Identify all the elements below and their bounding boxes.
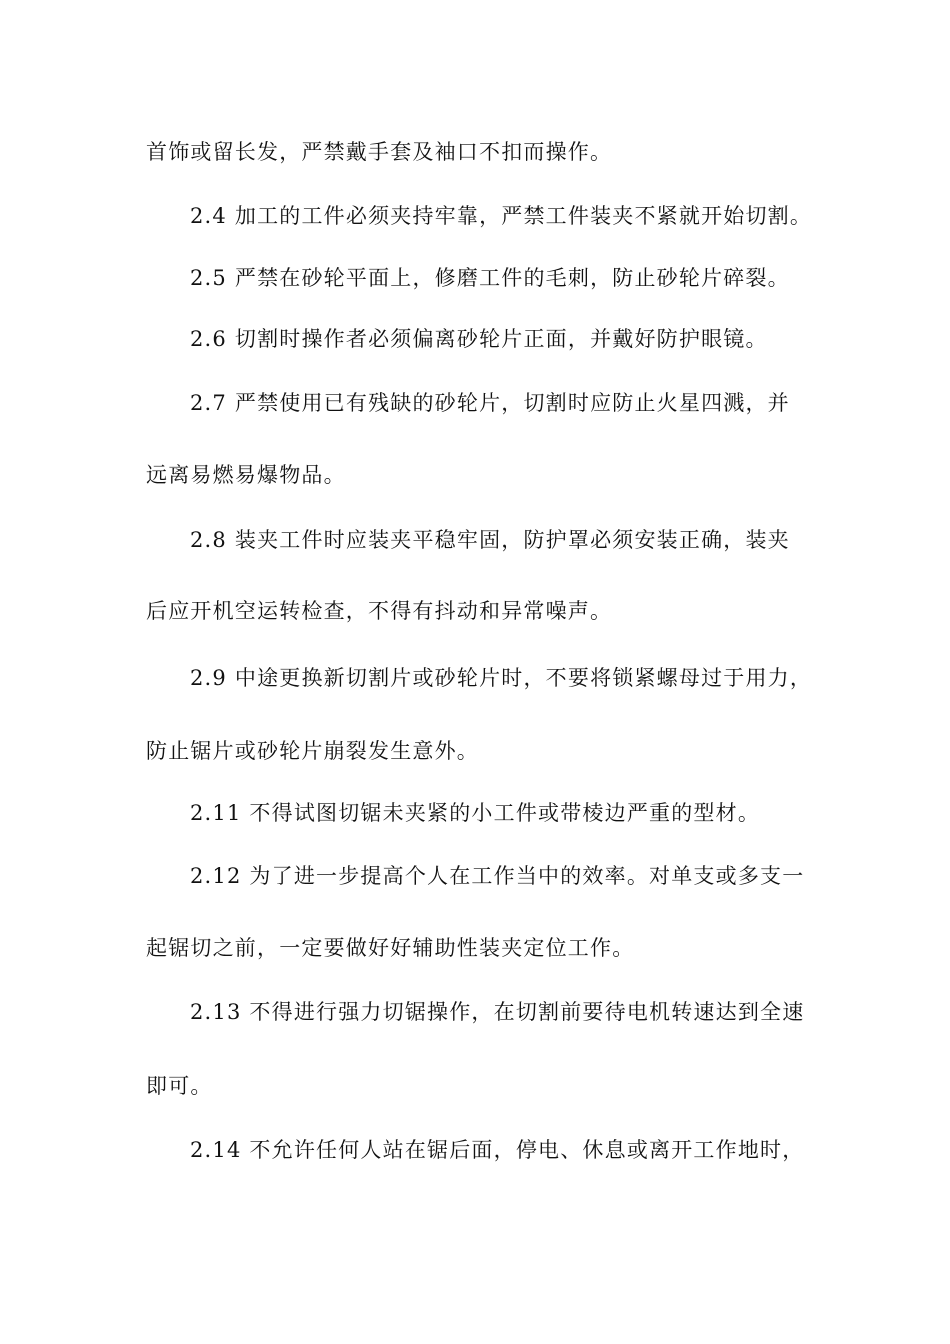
text-line: 2.12 为了进一步提高个人在工作当中的效率。对单支或多支一 [190, 864, 805, 888]
text-line: 防止锯片或砂轮片崩裂发生意外。 [146, 739, 479, 763]
text-line: 2.7 严禁使用已有残缺的砂轮片，切割时应防止火星四溅，并 [190, 391, 790, 415]
text-line: 2.9 中途更换新切割片或砂轮片时，不要将锁紧螺母过于用力， [190, 666, 813, 690]
text-line: 2.14 不允许任何人站在锯后面，停电、休息或离开工作地时， [190, 1138, 805, 1162]
text-line: 后应开机空运转检查，不得有抖动和异常噪声。 [146, 599, 613, 623]
text-line: 2.11 不得试图切锯未夹紧的小工件或带棱边严重的型材。 [190, 801, 761, 825]
text-line: 首饰或留长发，严禁戴手套及袖口不扣而操作。 [146, 140, 613, 164]
text-line: 起锯切之前，一定要做好好辅助性装夹定位工作。 [146, 936, 635, 960]
text-line: 2.6 切割时操作者必须偏离砂轮片正面，并戴好防护眼镜。 [190, 327, 768, 351]
text-line: 2.13 不得进行强力切锯操作，在切割前要待电机转速达到全速 [190, 1000, 805, 1024]
text-line: 远离易燃易爆物品。 [146, 463, 346, 487]
text-line: 即可。 [146, 1074, 213, 1098]
text-line: 2.8 装夹工件时应装夹平稳牢固，防护罩必须安装正确，装夹 [190, 528, 790, 552]
text-line: 2.5 严禁在砂轮平面上，修磨工件的毛刺，防止砂轮片碎裂。 [190, 266, 790, 290]
text-line: 2.4 加工的工件必须夹持牢靠，严禁工件装夹不紧就开始切割。 [190, 204, 813, 228]
